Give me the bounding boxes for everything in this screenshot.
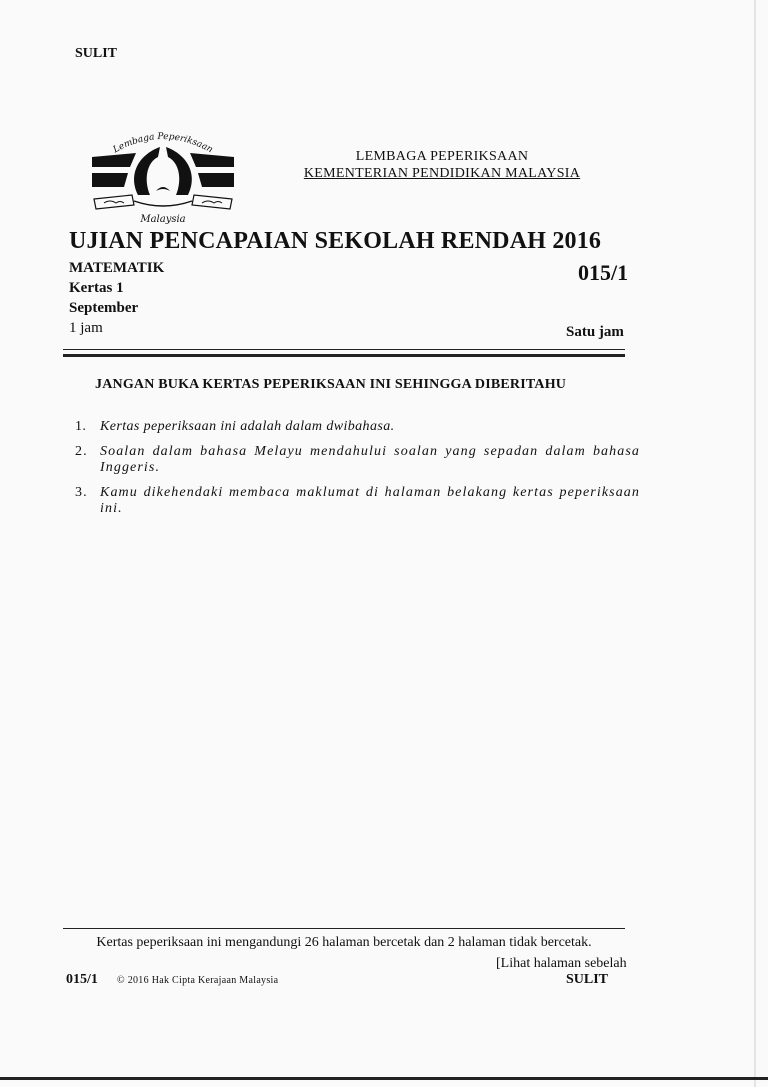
board-line-1: LEMBAGA PEPERIKSAAN	[355, 149, 529, 164]
classification-label-bottom: SULIT	[566, 972, 609, 987]
instruction-item	[75, 419, 640, 435]
footer-rule	[63, 928, 625, 929]
instruction-number: 3.	[75, 485, 88, 500]
exam-title: UJIAN PENCAPAIAN SEKOLAH RENDAH 2016	[69, 228, 602, 254]
instruction-number: 2.	[75, 444, 88, 459]
do-not-open-warning: JANGAN BUKA KERTAS PEPERIKSAAN INI SEHINGGA DIBERITAHU	[95, 377, 567, 392]
instruction-text: Kertas peperiksaan ini adalah dalam dwibahasa.	[100, 419, 395, 434]
paper-number: Kertas 1	[69, 280, 124, 296]
instruction-item	[75, 444, 640, 476]
exam-board-name	[262, 148, 622, 182]
paper-code: 015/1	[578, 260, 629, 285]
subject-name: MATEMATIK	[69, 260, 165, 276]
exam-month: September	[69, 300, 139, 316]
svg-text:Lembaga Peperiksaan: Lembaga Peperiksaan	[111, 131, 215, 156]
instructions-list	[75, 419, 640, 526]
paper-code-footer: 015/1	[66, 972, 98, 987]
instruction-item	[75, 485, 640, 517]
header-rule-thick	[63, 354, 625, 357]
classification-label-top: SULIT	[75, 46, 118, 61]
lembaga-peperiksaan-logo	[88, 125, 238, 225]
page-bottom-edge	[0, 1077, 768, 1080]
duration-short: 1 jam	[69, 320, 103, 336]
svg-text:Malaysia: Malaysia	[140, 214, 186, 225]
see-next-page-note: [Lihat halaman sebelah	[496, 956, 627, 971]
instruction-number: 1.	[75, 419, 87, 434]
duration-long: Satu jam	[566, 324, 624, 340]
page-count-note: Kertas peperiksaan ini mengandungi 26 halaman bercetak dan 2 halaman tidak bercetak.	[96, 935, 592, 950]
board-line-2: KEMENTERIAN PENDIDIKAN MALAYSIA	[303, 166, 581, 181]
copyright-notice: © 2016 Hak Cipta Kerajaan Malaysia	[117, 975, 279, 986]
instruction-text: Soalan dalam bahasa Melayu mendahului soalan yang sepadan dalam bahasa Inggeris.	[100, 444, 640, 475]
page-edge	[754, 0, 756, 1087]
header-rule-thin	[63, 349, 625, 350]
instruction-text: Kamu dikehendaki membaca maklumat di halaman belakang kertas peperiksaan ini.	[100, 485, 640, 516]
